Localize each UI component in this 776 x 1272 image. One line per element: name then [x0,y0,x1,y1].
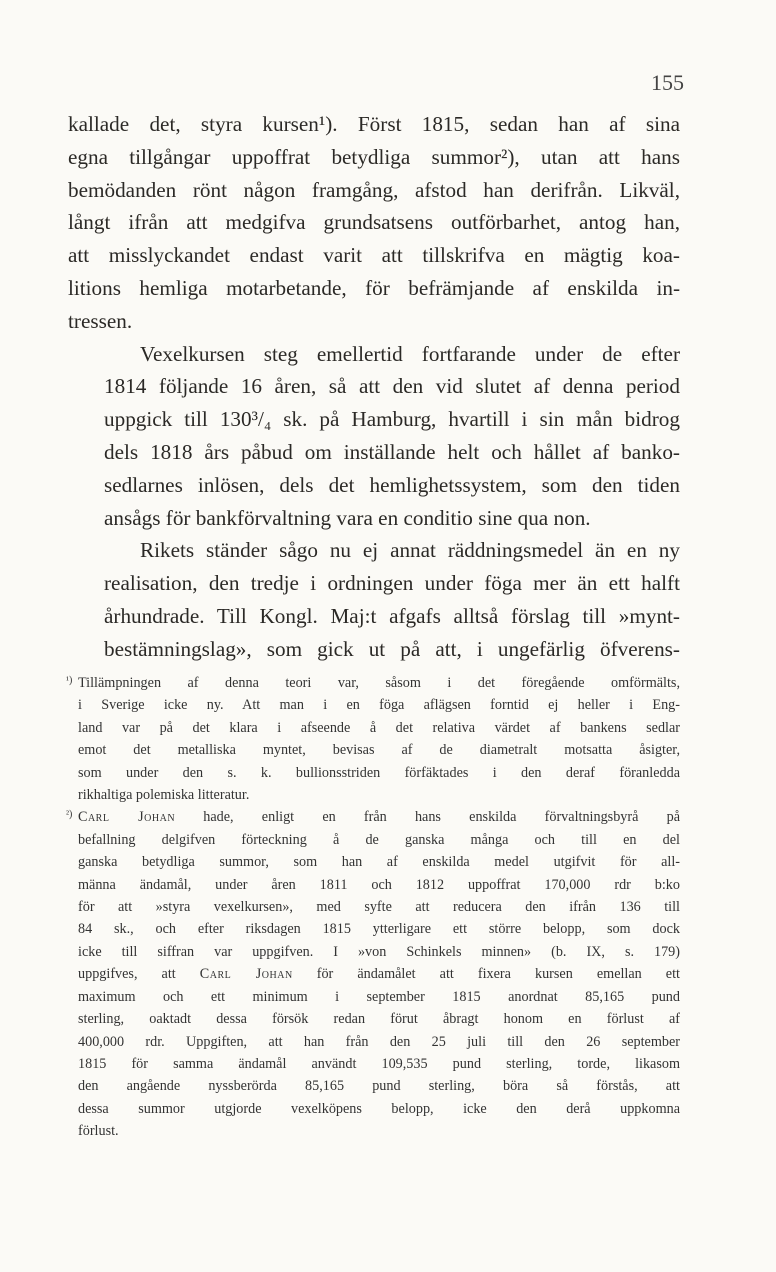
text-line: att misslyckandet endast varit att tillskrifva en mägtig koa- [68,243,680,268]
footnote-line: rikhaltiga polemiska litteratur. [78,787,250,804]
footnote-line: emot det metalliska myntet, bevisas af de diametralt motsatta åsigter, [78,742,680,759]
footnote-text: för ändamålet att fixera kursen emellan ett [292,966,680,983]
footnote-line: sterling, oaktadt dessa försök redan förut åbragt honom en förlust af [78,1011,680,1028]
footnotes [68,672,680,1143]
footnote-text: uppgifves, att [78,966,200,983]
footnote-marker: ¹) [66,675,73,686]
footnote-2 [68,806,680,1142]
text-line: ansågs för bankförvaltning vara en conditio sine qua non. [104,505,591,530]
paragraph-3 [68,534,680,665]
text-line: långt ifrån att medgifva grundsatsens outförbarhet, antog han, [68,210,680,235]
footnote-marker: ²) [66,809,73,821]
footnote-line: männa ändamål, under åren 1811 och 1812 uppoffrat 170,000 rdr b:ko [78,876,680,893]
footnote-line: den angående nyssberörda 85,165 pund sterling, böra så förstås, att [78,1078,680,1095]
footnote-line: förlust. [78,1123,119,1140]
main-text [68,108,680,666]
footnote-line: ganska betydliga summor, som han af enskilda medel utgifvit för all- [78,854,680,871]
footnote-line: för att »styra vexelkursen», med syfte att reducera den ifrån 136 till [78,899,680,916]
text-line: tressen. [68,308,133,333]
text-line: 1814 följande 16 åren, så att den vid slutet af denna period [104,374,680,399]
paragraph-2 [68,338,680,535]
footnote-line: 400,000 rdr. Uppgiften, att han från den 25 juli till den 26 september [78,1033,680,1050]
footnote-line: 84 sk., och efter riksdagen 1815 ytterligare ett större belopp, som dock [78,921,680,938]
text-line: Vexelkursen steg emellertid fortfarande under de efter [140,341,680,366]
paragraph-1 [68,108,680,338]
footnote-line: som under den s. k. bullionsstriden förfäktades i den deraf föranledda [78,764,680,781]
footnote-line: befallning delgifven förteckning å de ganska många och till en del [78,831,680,848]
text-line: bemödanden rönt någon framgång, afstod han derifrån. Likväl, [68,177,680,202]
person-name: Carl Johan [199,966,293,983]
footnote-line: dessa summor utgjorde vexelköpens belopp, icke den derå uppkomna [78,1100,680,1117]
text-line: litions hemliga motarbetande, för befrämjande af enskilda in- [68,275,680,300]
footnote-text: hade, enligt en från hans enskilda förvaltningsbyrå på [175,809,680,826]
text-line: sedlarnes inlösen, dels det hemlighetssystem, som den tiden [104,472,680,497]
text-line: Rikets ständer sågo nu ej annat räddningsmedel än en ny [140,538,680,563]
footnote-line: Tillämpningen af denna teori var, såsom i det föregående omförmälts, [78,675,680,691]
person-name: Carl Johan [78,809,176,826]
footnote-line: i Sverige icke ny. Att man i en föga aflägsen forntid ej heller i Eng- [78,697,680,714]
footnote-line: icke till siffran var uppgifven. I »von Schinkels minnen» (b. IX, s. 179) [78,943,680,960]
text-line: realisation, den tredje i ordningen under föga mer än ett halft [104,571,680,596]
text-line: uppgick till 130³/₄ sk. på Hamburg, hvartill i sin mån bidrog [104,407,680,432]
footnote-line: land var på det klara i afseende å det relativa värdet af bankens sedlar [78,719,680,736]
footnote-1 [68,672,680,806]
footnote-line: maximum och ett minimum i september 1815 anordnat 85,165 pund [78,988,680,1005]
text-line: kallade det, styra kursen¹). Först 1815, sedan han af sina [68,112,680,136]
footnote-line [78,963,680,985]
text-line: dels 1818 års påbud om inställande helt och hållet af banko- [104,439,680,464]
text-line: århundrade. Till Kongl. Maj:t afgafs alltså förslag till »mynt- [104,603,680,628]
footnote-line [78,806,680,828]
footnote-line: 1815 för samma ändamål användt 109,535 pund sterling, torde, likasom [78,1055,680,1072]
text-line: egna tillgångar uppoffrat betydliga summor²), utan att hans [68,144,680,169]
page-number: 155 [651,70,684,95]
text-line: bestämningslag», som gick ut på att, i ungefärlig öfverens- [104,636,680,661]
